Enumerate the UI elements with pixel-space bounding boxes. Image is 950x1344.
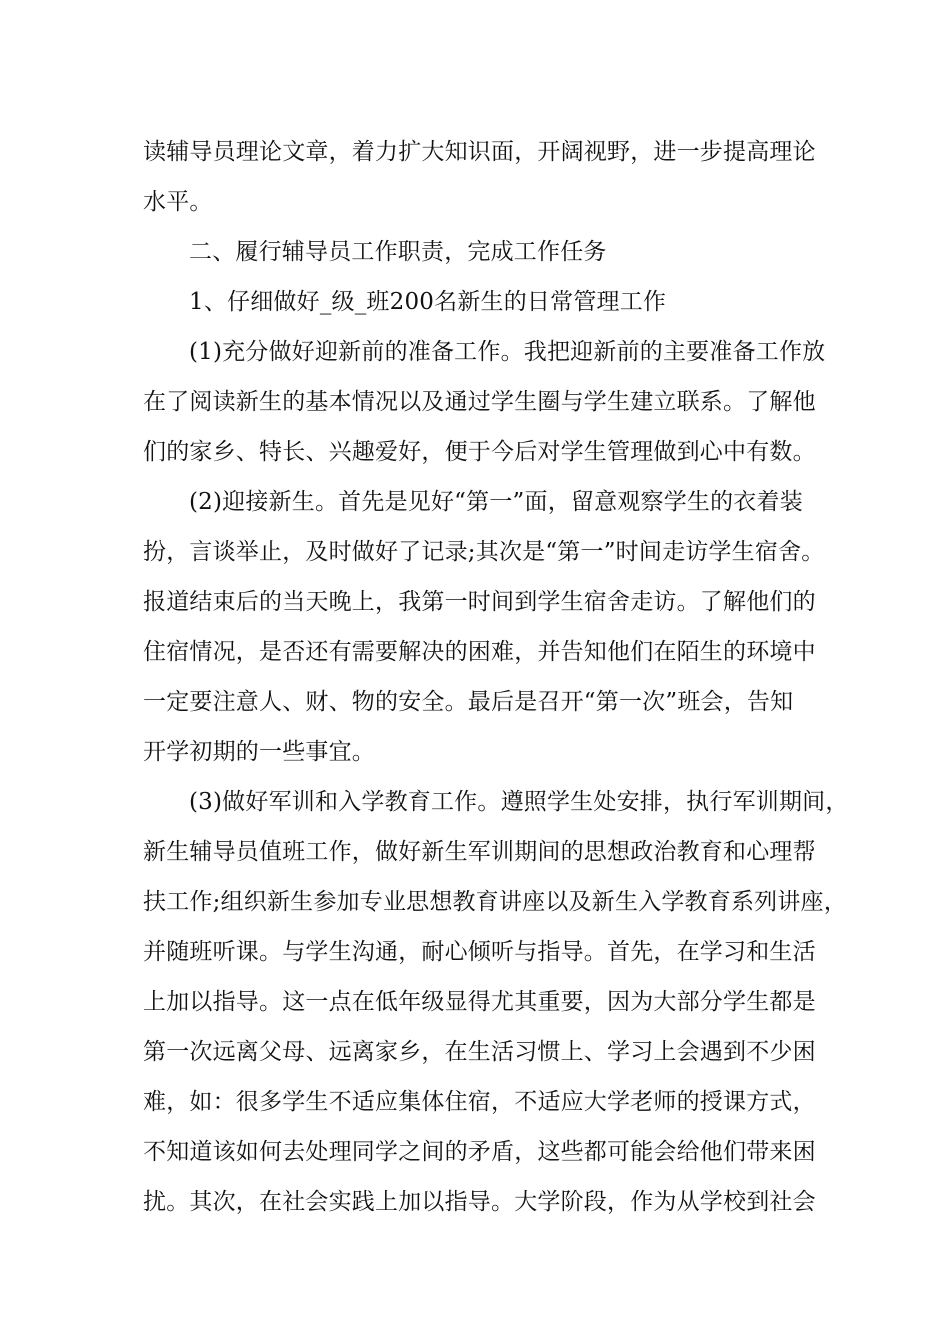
text-line: (2)迎接新生。首先是见好“第一”面，留意观察学生的衣着装 xyxy=(189,489,803,515)
text-line: 新生辅导员值班工作，做好新生军训期间的思想政治教育和心理帮 xyxy=(143,839,816,865)
text-line: 第一次远离父母、远离家乡，在生活习惯上、学习上会遇到不少困 xyxy=(143,1039,816,1065)
subsection-heading: 1、仔细做好_级_班200名新生的日常管理工作 xyxy=(189,289,667,315)
text-line: 开学初期的一些事宜。 xyxy=(143,739,375,765)
text-line: 扶工作;组织新生参加专业思想教育讲座以及新生入学教育系列讲座， xyxy=(143,889,847,915)
text-line: 扰。其次，在社会实践上加以指导。大学阶段，作为从学校到社会 xyxy=(143,1189,816,1215)
text-line: (3)做好军训和入学教育工作。遵照学生处安排，执行军训期间， xyxy=(189,789,849,815)
text-line: 上加以指导。这一点在低年级显得尤其重要，因为大部分学生都是 xyxy=(143,989,816,1015)
text-line: 们的家乡、特长、兴趣爱好，便于今后对学生管理做到心中有数。 xyxy=(143,439,816,465)
text-line: 难，如：很多学生不适应集体住宿，不适应大学老师的授课方式， xyxy=(143,1089,816,1115)
section-heading: 二、履行辅导员工作职责，完成工作任务 xyxy=(189,239,607,265)
text-line: 水平。 xyxy=(143,189,213,215)
text-line: 住宿情况，是否还有需要解决的困难，并告知他们在陌生的环境中 xyxy=(143,639,816,665)
text-line: 不知道该如何去处理同学之间的矛盾，这些都可能会给他们带来困 xyxy=(143,1139,816,1165)
text-line: 报道结束后的当天晚上，我第一时间到学生宿舍走访。了解他们的 xyxy=(143,589,816,615)
text-line: 在了阅读新生的基本情况以及通过学生圈与学生建立联系。了解他 xyxy=(143,389,816,415)
text-line: 一定要注意人、财、物的安全。最后是召开“第一次”班会，告知 xyxy=(143,689,794,715)
text-line: 读辅导员理论文章，着力扩大知识面，开阔视野，进一步提高理论 xyxy=(143,139,816,165)
text-line: 扮，言谈举止，及时做好了记录;其次是“第一”时间走访学生宿舍。 xyxy=(143,539,825,565)
text-line: (1)充分做好迎新前的准备工作。我把迎新前的主要准备工作放 xyxy=(189,339,826,365)
text-line: 并随班听课。与学生沟通，耐心倾听与指导。首先，在学习和生活 xyxy=(143,939,816,965)
